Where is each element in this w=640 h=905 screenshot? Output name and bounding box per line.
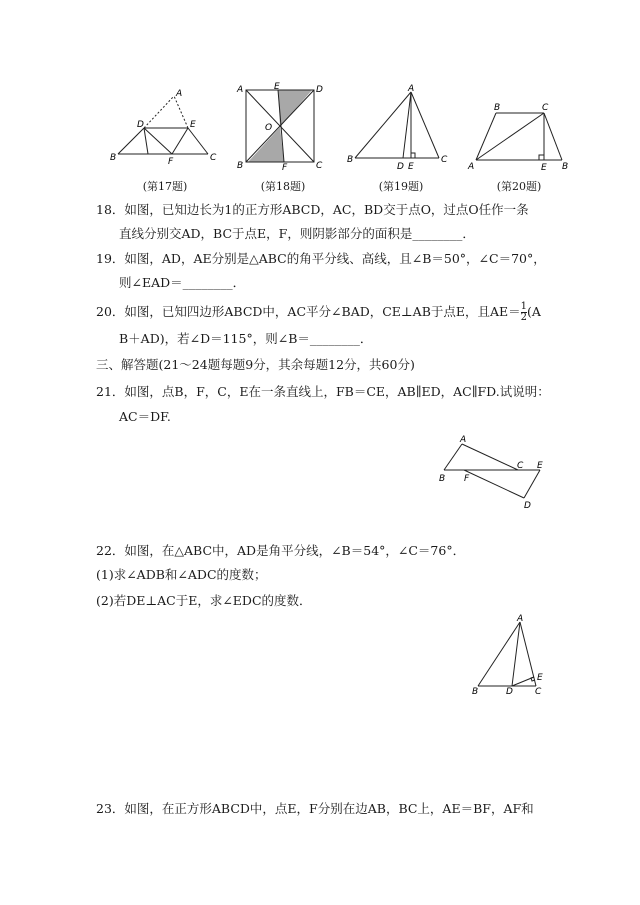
label: D xyxy=(137,120,144,130)
label: A xyxy=(460,435,467,445)
label: D xyxy=(316,85,323,95)
question-18-line-1: 18．如图，已知边长为1的正方形ABCD，AC，BD交于点O，过点O任作一条 xyxy=(96,202,529,217)
label: E xyxy=(537,461,543,471)
label: A xyxy=(237,85,244,95)
label: C xyxy=(535,687,542,697)
question-18-line-2: 直线分别交AD，BC于点E，F，则阴影部分的面积是________． xyxy=(119,226,475,241)
question-20-text-b: (A xyxy=(527,304,541,319)
question-21-line-1: 21．如图，点B，F，C，E在一条直线上，FB＝CE，AB∥ED，AC∥FD.试说明： xyxy=(96,384,550,399)
label: E xyxy=(274,82,280,92)
figure-18 xyxy=(232,80,332,170)
figure-18-caption: (第18题) xyxy=(260,180,306,193)
question-20-text-a: 20．如图，已知四边形ABCD中，AC平分∠BAD，CE⊥AB于点E，且AE＝ xyxy=(96,304,521,319)
question-19-line-2: 则∠EAD＝________． xyxy=(119,275,246,290)
question-20-line-2: B＋AD)，若∠D＝115°，则∠B＝________． xyxy=(119,331,373,346)
question-22-part-2: (2)若DE⊥AC于E，求∠EDC的度数． xyxy=(96,593,312,608)
label: B xyxy=(347,155,354,165)
figure-17-caption: (第17题) xyxy=(142,180,188,193)
label: A xyxy=(517,614,524,624)
label: D xyxy=(524,501,531,511)
label: B xyxy=(562,162,569,172)
label: B xyxy=(439,474,446,484)
label: D xyxy=(397,162,404,172)
figure-19-caption: (第19题) xyxy=(378,180,424,193)
label: F xyxy=(282,163,288,170)
question-19-line-1: 19．如图，AD，AE分别是△ABC的角平分线、高线，且∠B＝50°，∠C＝70°， xyxy=(96,251,546,266)
label: D xyxy=(506,687,513,697)
question-22-line-1: 22．如图，在△ABC中，AD是角平分线，∠B＝54°，∠C＝76°． xyxy=(96,543,466,558)
label: E xyxy=(408,162,414,172)
label: C xyxy=(441,155,448,165)
label: C xyxy=(210,153,217,163)
question-22-part-1: (1)求∠ADB和∠ADC的度数； xyxy=(96,567,267,582)
figure-19 xyxy=(345,84,455,172)
label: B xyxy=(494,103,501,113)
figure-17 xyxy=(110,86,220,166)
label: B xyxy=(237,161,244,170)
label: C xyxy=(542,103,549,113)
question-20-line-1 xyxy=(96,302,541,323)
figure-20-caption: (第20题) xyxy=(496,180,542,193)
label: C xyxy=(517,461,524,471)
label: A xyxy=(408,84,415,94)
question-23-line-1: 23．如图，在正方形ABCD中，点E，F分别在边AB，BC上，AE＝BF，AF和 xyxy=(96,801,534,816)
fraction-denominator: 2 xyxy=(520,312,528,323)
label: E xyxy=(541,163,547,173)
label: C xyxy=(316,161,323,170)
label: F xyxy=(464,474,470,484)
figure-21 xyxy=(434,432,554,512)
label: B xyxy=(472,687,479,697)
figure-20 xyxy=(464,98,579,173)
label: B xyxy=(110,153,117,163)
label: A xyxy=(176,89,183,99)
label: F xyxy=(168,157,174,166)
label: E xyxy=(537,673,543,683)
question-21-line-2: AC＝DF. xyxy=(119,409,171,424)
section-3-heading: 三、解答题(21～24题每题9分，其余每题12分，共60分) xyxy=(96,357,415,372)
label: E xyxy=(190,120,196,130)
fraction-numerator: 1 xyxy=(520,301,528,312)
label: O xyxy=(265,123,273,133)
label: A xyxy=(468,162,475,172)
figure-22 xyxy=(468,612,553,702)
